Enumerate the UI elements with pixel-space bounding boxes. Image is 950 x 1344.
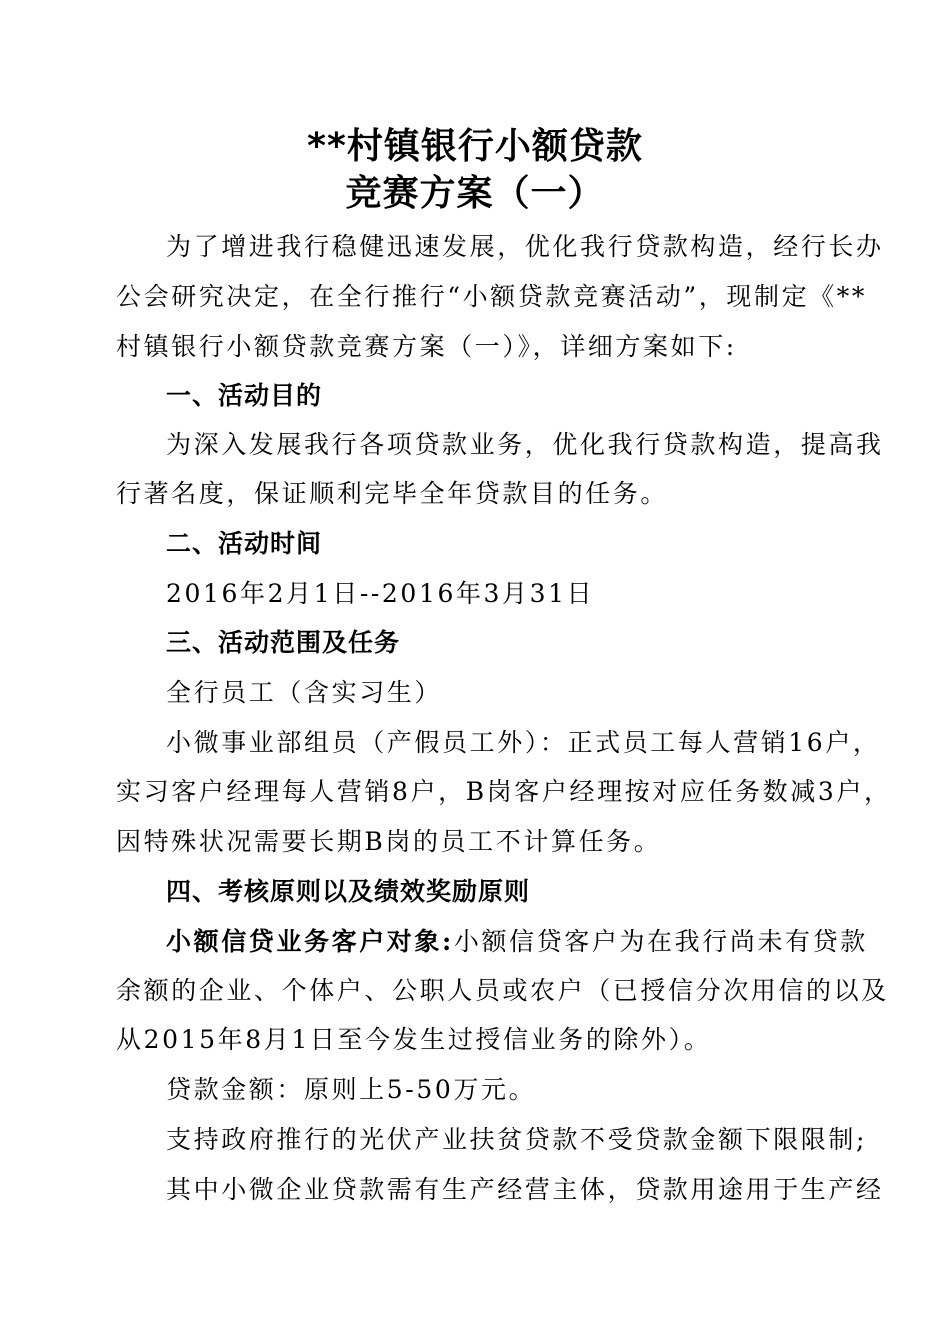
section-3-heading: 三、活动范围及任务 bbox=[166, 628, 401, 657]
section-1-line-1: 为深入发展我行各项贷款业务，优化我行贷款构造，提高我 bbox=[166, 430, 884, 459]
intro-line-3: 村镇银行小额贷款竞赛方案（一）》，详细方案如下: bbox=[116, 332, 737, 361]
section-1-heading: 一、活动目的 bbox=[166, 381, 323, 410]
section-3-line-2: 小微事业部组员（产假员工外）：正式员工每人营销16户， bbox=[166, 728, 881, 757]
target-customer-label: 小额信贷业务客户对象: bbox=[166, 927, 454, 956]
section-3-line-4: 因特殊状况需要长期B岗的员工不计算任务。 bbox=[116, 827, 662, 856]
intro-line-2: 公会研究决定，在全行推行“小额贷款竞赛活动”，现制定《** bbox=[116, 282, 867, 311]
section-4-amount-line: 贷款金额：原则上5-50万元。 bbox=[166, 1075, 537, 1104]
target-customer-text: 小额信贷客户为在我行尚未有贷款 bbox=[453, 927, 868, 956]
section-2-line-1: 2016年2月1日--2016年3月31日 bbox=[166, 579, 595, 608]
section-3-line-1: 全行员工（含实习生） bbox=[166, 678, 443, 707]
document-title-line-2: 竞赛方案（一） bbox=[345, 173, 605, 214]
section-4-target-line-3: 从2015年8月1日至今发生过授信业务的除外）。 bbox=[116, 1025, 712, 1054]
section-4-target-line-2: 余额的企业、个体户、公职人员或农户（已授信分次用信的以及 bbox=[116, 976, 889, 1005]
section-1-line-2: 行著名度，保证顺利完毕全年贷款目的任务。 bbox=[116, 479, 669, 508]
intro-line-1: 为了增进我行稳健迅速发展，优化我行贷款构造，经行长办 bbox=[166, 232, 884, 261]
document-title-line-1: **村镇银行小额贷款 bbox=[307, 126, 643, 167]
section-2-heading: 二、活动时间 bbox=[166, 529, 323, 558]
section-4-target-line-1 bbox=[166, 925, 868, 959]
section-4-last-line: 其中小微企业贷款需有生产经营主体，贷款用途用于生产经 bbox=[166, 1175, 884, 1204]
section-3-line-3: 实习客户经理每人营销8户，B岗客户经理按对应任务数减3户， bbox=[116, 777, 892, 806]
section-4-support-line: 支持政府推行的光伏产业扶贫贷款不受贷款金额下限限制; bbox=[166, 1125, 868, 1154]
section-4-heading: 四、考核原则以及绩效奖励原则 bbox=[166, 877, 531, 906]
